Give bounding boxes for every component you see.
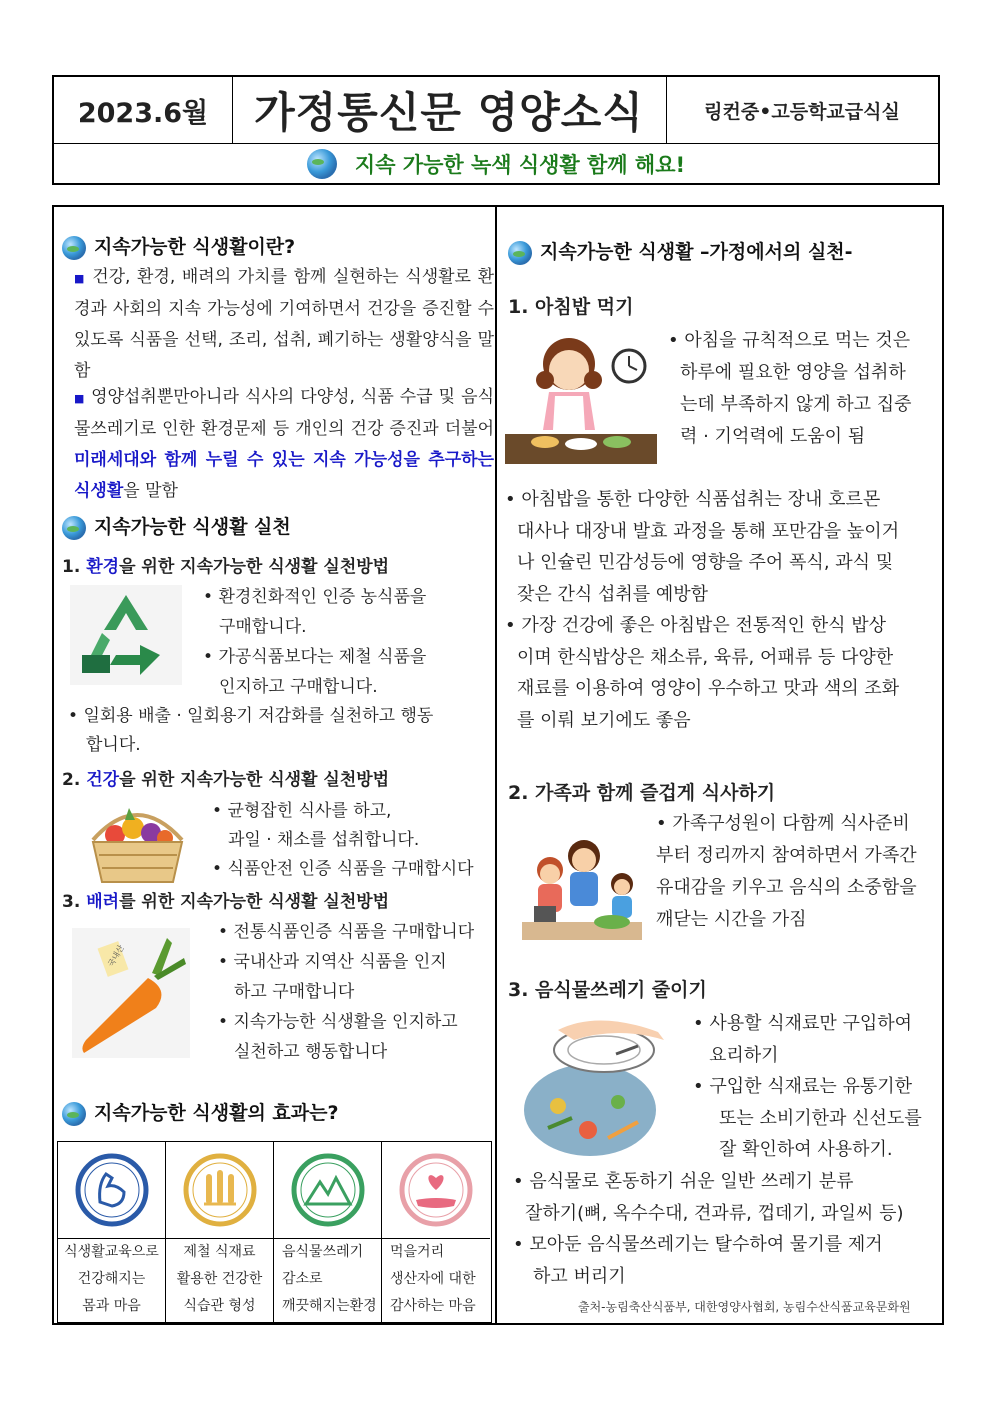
bullet-line: • 일회용 배출 · 일회용기 저감화를 실천하고 행동 — [68, 706, 434, 726]
bullet-text: 지속가능한 식생활을 인지하고 — [233, 1012, 458, 1032]
text-line: • 음식물로 혼동하기 쉬운 일반 쓰레기 분류 — [513, 1171, 854, 1192]
family-meal-text — [656, 808, 917, 936]
food-waste-heading: 3. 음식물쓰레기 줄이기 — [508, 979, 707, 1001]
home-practice-title: 지속가능한 식생활 –가정에서의 실천- — [540, 241, 853, 263]
bullet-text: 하고 구매합니다 — [234, 982, 355, 1002]
bullet-line: • 식품안전 인증 식품을 구매합시다 — [212, 859, 474, 879]
method-environment-heading — [62, 552, 389, 577]
food-waste-illustration — [518, 1010, 678, 1160]
text-line: 재료를 이용하여 영양이 우수하고 맛과 색의 조화 — [517, 678, 900, 699]
definition-text-1: 건강, 환경, 배려의 가치를 함께 실현하는 식생활로 환경과 사회의 지속 가능성에 기여하면서 건강을 증진할 수 있도록 식품을 선택, 조리, 섭취, 폐기하는 생활양식을 말함 — [74, 267, 494, 381]
method-number: 3. — [62, 892, 87, 912]
bullet-line: • 균형잡힌 식사를 하고, — [212, 801, 392, 821]
method-consideration-heading — [62, 887, 389, 912]
bullet-line: • 가공식품보다는 제철 식품을 — [203, 647, 427, 667]
text-line: 력 · 기억력에 도움이 됨 — [680, 426, 866, 447]
home-practice-heading — [508, 237, 853, 265]
effect-line: 몸과 마음 — [82, 1298, 141, 1314]
text-line: 또는 소비기한과 신선도를 — [719, 1107, 922, 1129]
issue-date: 2023.6월 — [54, 77, 233, 143]
bullet-text: 전통식품인증 식품을 구매합니다 — [233, 922, 475, 942]
effect-line: 건강해지는 — [77, 1271, 146, 1287]
effect-cell — [382, 1142, 490, 1322]
text-line: 대사나 대장내 발효 과정을 통해 포만감을 높이거 — [517, 520, 900, 542]
definition-paragraph-2 — [74, 382, 494, 507]
effects-table — [57, 1141, 492, 1323]
bullet-square-icon: ■ — [74, 392, 86, 405]
text-line: 이며 한식밥상은 채소류, 육류, 어패류 등 다양한 — [517, 646, 894, 668]
definition-paragraph-1 — [74, 262, 494, 387]
carrot-tag-text: 국내산 — [106, 943, 126, 969]
breakfast-intro — [668, 325, 912, 453]
bullet-line: • 지속가능한 식생활을 인지하고 — [218, 1012, 458, 1032]
effect-line: 감소로 — [282, 1271, 323, 1287]
text-line: 는데 부족하지 않게 하고 집중 — [680, 394, 912, 415]
text-line: • 사용할 식재료만 구입하여 — [693, 1013, 913, 1034]
text-line: • 아침을 규칙적으로 먹는 것은 — [668, 330, 911, 351]
globe-icon — [307, 149, 337, 179]
text-line: 잦은 간식 섭취를 예방함 — [517, 583, 709, 605]
globe-icon — [508, 241, 532, 265]
bullet-text: 합니다. — [86, 735, 141, 755]
text-line: • 구입한 식재료는 유통기한 — [693, 1076, 913, 1097]
effect-caption — [274, 1238, 381, 1322]
method-keyword: 배려 — [86, 892, 120, 912]
text-line: • 모아둔 음식물쓰레기는 탈수하여 물기를 제거 — [513, 1234, 883, 1255]
food-waste-tips-bottom — [513, 1166, 904, 1292]
newsletter-title: 가정통신문 영양소식 — [232, 77, 667, 143]
carrot-icon — [72, 928, 190, 1058]
text-line: 잘 확인하여 사용하기. — [719, 1139, 893, 1160]
method-keyword: 환경 — [86, 557, 120, 577]
text-line: • 아침밥을 통한 다양한 식품섭취는 장내 호르몬 — [505, 489, 881, 510]
method-number: 1. — [62, 557, 87, 577]
effect-caption — [382, 1238, 490, 1322]
section-practice-heading — [62, 512, 291, 540]
bullet-text: 가공식품보다는 제철 식품을 — [218, 647, 427, 667]
definition-text-2c: 을 말함 — [123, 481, 178, 501]
section-definition-title: 지속가능한 식생활이란? — [94, 236, 296, 258]
breakfast-girl-illustration — [505, 330, 657, 464]
globe-icon — [62, 516, 86, 540]
effect-caption — [166, 1238, 273, 1323]
text-line: • 가장 건강에 좋은 아침밥은 전통적인 한식 밥상 — [505, 615, 887, 636]
text-line: 를 이뤄 보기에도 좋음 — [517, 709, 691, 731]
effect-line: 식생활교육으로 — [64, 1244, 159, 1260]
section-practice-title: 지속가능한 식생활 실천 — [94, 516, 291, 538]
bullet-text: 인지하고 구매합니다. — [219, 677, 378, 697]
fruit-basket-icon — [85, 800, 190, 885]
effect-line: 제철 식재료 — [183, 1244, 256, 1260]
food-waste-tips-top — [693, 1008, 922, 1166]
effect-line: 깨끗해지는환경 — [282, 1298, 377, 1314]
effect-cell — [166, 1142, 274, 1322]
bullet-line: • 전통식품인증 식품을 구매합니다 — [218, 922, 475, 942]
effect-line: 먹을거리 — [390, 1244, 445, 1260]
globe-icon — [62, 1102, 86, 1126]
effect-line: 생산자에 대한 — [390, 1271, 476, 1287]
grain-icon — [180, 1150, 260, 1230]
text-line: 요리하기 — [709, 1044, 779, 1066]
breakfast-heading: 1. 아침밥 먹기 — [508, 296, 634, 318]
method-health-bullets — [212, 797, 474, 884]
method-environment-extra — [68, 702, 433, 760]
mountain-icon — [288, 1150, 368, 1230]
heart-hand-icon — [396, 1150, 476, 1230]
effect-line: 활용한 건강한 — [176, 1271, 263, 1287]
text-line: 부터 정리까지 참여하면서 가족간 — [656, 845, 917, 866]
effect-caption — [58, 1238, 165, 1323]
bullet-line: • 환경친화적인 인증 농식품을 — [203, 587, 427, 607]
method-number: 2. — [62, 770, 87, 790]
bullet-text: 과일 · 채소를 섭취합니다. — [228, 830, 420, 850]
section-definition-heading — [62, 232, 295, 260]
family-cooking-illustration — [512, 836, 652, 946]
definition-text-2a: 영양섭취뿐만아니라 식사의 다양성, 식품 수급 및 음식물쓰레기로 인한 환경문제 등 개인의 건강 증진과 더불어 — [74, 387, 494, 439]
column-divider — [495, 205, 497, 1325]
section-effects-title: 지속가능한 식생활의 효과는? — [94, 1102, 339, 1124]
muscle-icon — [72, 1150, 152, 1230]
effect-line: 식습관 형성 — [183, 1298, 256, 1314]
bullet-text: 국내산과 지역산 식품을 인지 — [233, 952, 447, 972]
bullet-square-icon: ■ — [74, 272, 86, 285]
newsletter-header — [52, 75, 940, 185]
effect-cell — [274, 1142, 382, 1322]
bullet-line: • 국내산과 지역산 식품을 인지 — [218, 952, 447, 972]
effect-line: 감사하는 마음 — [390, 1298, 476, 1314]
bullet-text: 실천하고 행동합니다 — [234, 1042, 388, 1062]
breakfast-details — [505, 484, 899, 736]
text-line: 나 인슐린 민감성등에 영향을 주어 폭식, 과식 및 — [517, 552, 894, 573]
family-meal-heading: 2. 가족과 함께 즐겁게 식사하기 — [508, 782, 776, 804]
effect-cell — [58, 1142, 166, 1322]
text-line: 잘하기(뼈, 옥수수대, 견과류, 껍데기, 과일씨 등) — [525, 1202, 904, 1224]
bullet-text: 균형잡힌 식사를 하고, — [227, 801, 392, 821]
effect-line: 음식물쓰레기 — [282, 1244, 364, 1260]
slogan-text: 지속 가능한 녹색 식생활 함께 해요! — [354, 153, 686, 177]
bullet-text: 구매합니다. — [219, 617, 307, 637]
school-name: 링컨중•고등학교급식실 — [704, 100, 900, 123]
definition-highlight: 미래세대와 함께 누릴 수 있는 지속 가능성을 추구하는 식생활 — [74, 450, 494, 501]
method-environment-bullets — [203, 582, 426, 702]
header-top-row — [54, 77, 938, 144]
text-line: • 가족구성원이 다함께 식사준비 — [656, 813, 910, 834]
method-title-rest: 을 위한 지속가능한 식생활 실천방법 — [119, 557, 390, 577]
bullet-text: 일회용 배출 · 일회용기 저감화를 실천하고 행동 — [83, 706, 434, 726]
recycle-icon — [70, 585, 182, 685]
section-effects-heading — [62, 1098, 339, 1126]
method-title-rest: 을 위한 지속가능한 식생활 실천방법 — [119, 770, 390, 790]
globe-icon — [62, 236, 86, 260]
text-line: 깨닫는 시간을 가짐 — [656, 909, 807, 930]
method-consideration-bullets — [218, 917, 474, 1067]
method-health-heading — [62, 765, 389, 790]
bullet-text: 식품안전 인증 식품을 구매합시다 — [227, 859, 474, 879]
text-line: 하루에 필요한 영양을 섭취하 — [680, 362, 906, 383]
method-keyword: 건강 — [86, 770, 120, 790]
method-title-rest: 를 위한 지속가능한 식생활 실천방법 — [119, 892, 390, 912]
source-credit: 출처-농림축산식품부, 대한영양사협회, 농림수산식품교육문화원 — [578, 1300, 911, 1314]
text-line: 하고 버리기 — [533, 1265, 626, 1287]
text-line: 유대감을 키우고 음식의 소중함을 — [656, 877, 917, 898]
slogan-row — [54, 143, 938, 185]
bullet-text: 환경친화적인 인증 농식품을 — [218, 587, 427, 607]
